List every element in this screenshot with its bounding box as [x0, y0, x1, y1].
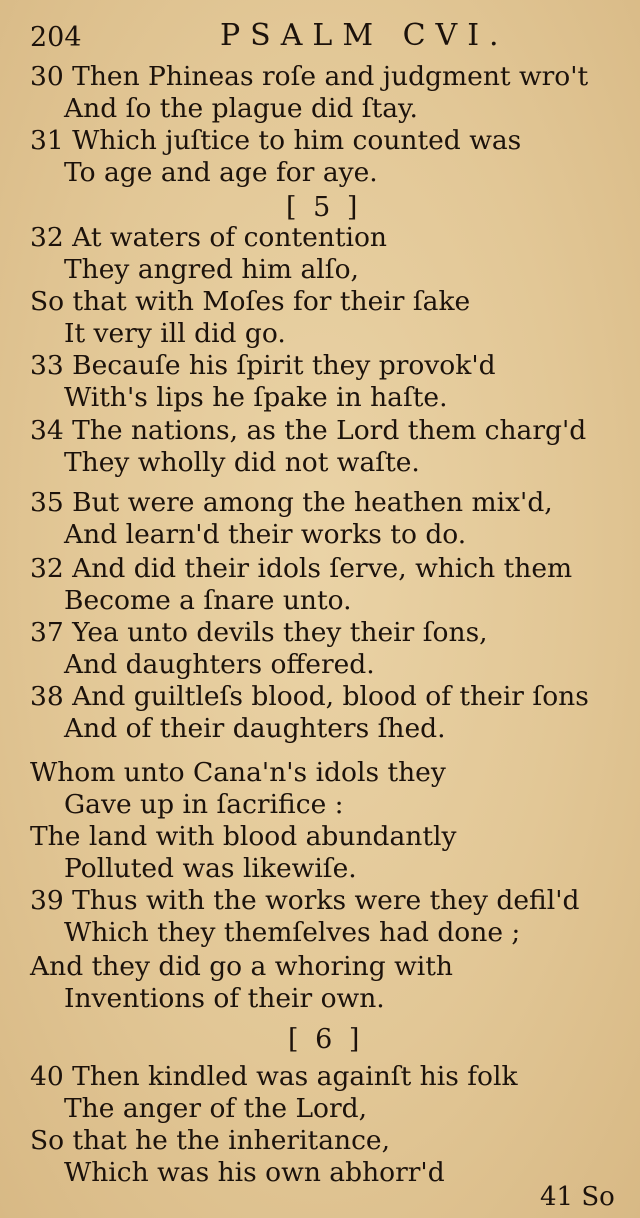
verse-line: They wholly did not waſte. [64, 447, 420, 478]
verse-line: Which was his own abhorr'd [64, 1157, 445, 1188]
catchword: 41 So [540, 1182, 615, 1212]
verse-line: 37 Yea unto devils they their ſons, [30, 617, 488, 648]
running-title: PSALM CVI. [220, 18, 509, 53]
verse-line: They angred him alſo, [64, 254, 359, 285]
verse-line: Whom unto Cana'n's idols they [30, 757, 446, 788]
verse-line: 31 Which juſtice to him counted was [30, 125, 522, 156]
verse-line: Become a ſnare unto. [64, 585, 352, 616]
verse-line: 38 And guiltleſs blood, blood of their ſons [30, 681, 589, 712]
verse-line: To age and age for aye. [64, 157, 378, 188]
verse-line: Polluted was likewiſe. [64, 853, 357, 884]
stanza-number: [ 6 ] [288, 1024, 364, 1055]
verse-line: 34 The nations, as the Lord them charg'd [30, 415, 587, 446]
verse-line: 39 Thus with the works were they defil'd [30, 885, 580, 916]
verse-line: And daughters offered. [64, 649, 375, 680]
page-number: 204 [30, 22, 82, 53]
verse-line: 33 Becauſe his ſpirit they provok'd [30, 350, 496, 381]
verse-line: Gave up in ſacrifice : [64, 789, 344, 820]
verse-line: And ſo the plague did ſtay. [64, 93, 418, 124]
verse-line: It very ill did go. [64, 318, 286, 349]
stanza-number: [ 5 ] [286, 192, 362, 223]
verse-line: And they did go a whoring with [30, 951, 453, 982]
page-header [30, 18, 610, 58]
verse-line: 32 At waters of contention [30, 222, 387, 253]
verse-line: So that with Moſes for their ſake [30, 286, 471, 317]
verse-line: 30 Then Phineas roſe and judgment wro't [30, 61, 589, 92]
verse-line: The land with blood abundantly [30, 821, 457, 852]
verse-line: 32 And did their idols ſerve, which them [30, 553, 573, 584]
verse-line: And learn'd their works to do. [64, 519, 467, 550]
verse-line: 40 Then kindled was againſt his folk [30, 1061, 518, 1092]
verse-line: Inventions of their own. [64, 983, 385, 1014]
verse-line: So that he the inheritance, [30, 1125, 391, 1156]
verse-line: The anger of the Lord, [64, 1093, 368, 1124]
verse-line: With's lips he ſpake in haſte. [64, 382, 448, 413]
verse-line: And of their daughters ſhed. [64, 713, 446, 744]
verse-line: 35 But were among the heathen mix'd, [30, 487, 553, 518]
verse-line: Which they themſelves had done ; [64, 917, 521, 948]
